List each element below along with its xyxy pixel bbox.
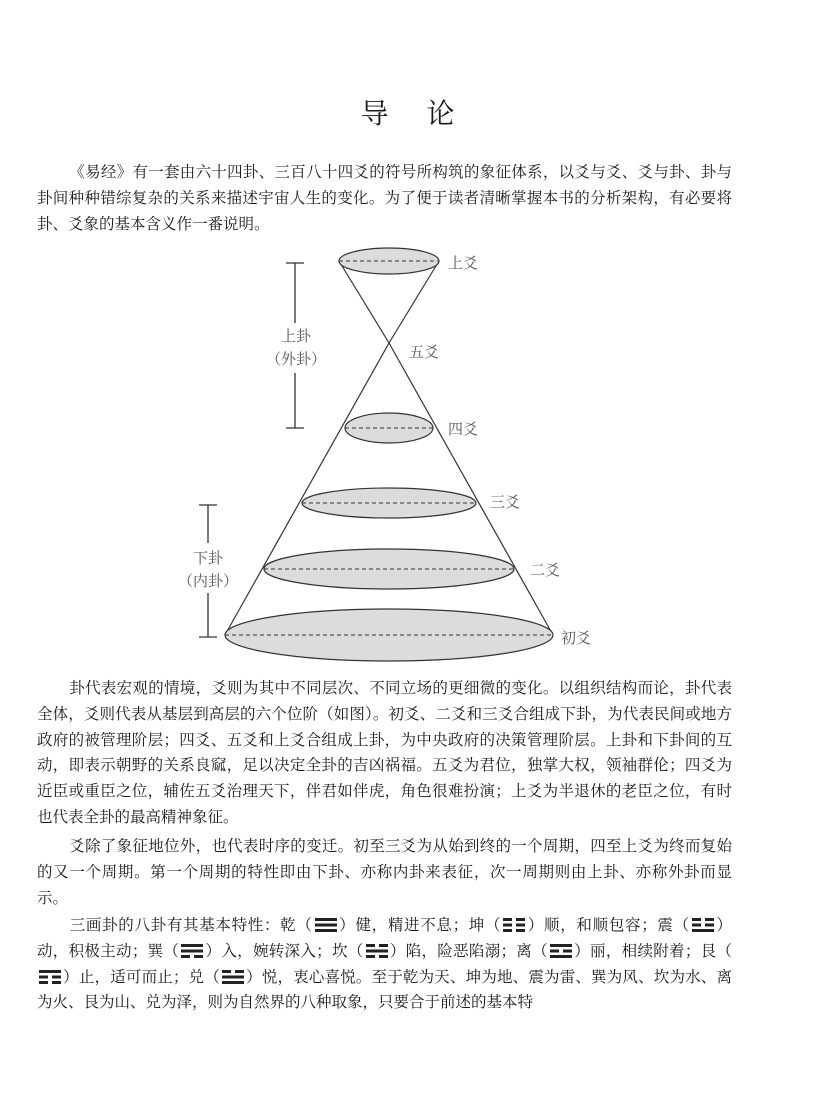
time-paragraph: [37, 834, 732, 911]
trigram-text-3: ）顺，和顺包容；震（: [527, 916, 690, 934]
line-label-third: 三爻: [490, 493, 521, 511]
line-label-second: 二爻: [530, 561, 561, 579]
trigram-text-7: ）丽，相续附着；艮（: [573, 941, 732, 960]
structure-paragraph: [37, 676, 732, 831]
upper-trigram-label: 上卦: [280, 327, 312, 345]
title-char-1: 导: [360, 97, 389, 130]
trigram-text-5: ）入，婉转深入；坎（: [205, 941, 364, 960]
outer-trigram-label: （外卦）: [265, 350, 327, 368]
trigram-paragraph: [37, 913, 732, 1016]
kan-trigram-icon: [366, 944, 388, 958]
line-label-first: 初爻: [561, 629, 592, 647]
page-title: [0, 92, 815, 132]
disc-fourth: [345, 413, 433, 443]
disc-first: [225, 609, 553, 661]
line-label-fourth: 四爻: [448, 420, 479, 438]
li-trigram-icon: [550, 944, 572, 958]
trigram-text-8: ）止，适可而止；兑（: [63, 967, 220, 986]
qian-trigram-icon: [315, 918, 337, 932]
disc-second: [264, 549, 514, 589]
lower-trigram-label: 下卦: [192, 549, 224, 567]
trigram-text-6: ）陷，险恶陷溺；离（: [389, 941, 548, 960]
disc-top: [339, 248, 439, 274]
trigram-text-1: 三画卦的八卦有其基本特性：乾（: [69, 916, 313, 934]
gen-trigram-icon: [39, 970, 61, 984]
intro-paragraph: [37, 160, 732, 237]
trigram-text-2: ）健，精进不息；坤（: [338, 916, 502, 934]
dui-trigram-icon: [222, 970, 244, 984]
inner-trigram-label: （内卦）: [177, 572, 239, 590]
trigram-text-9: ）悦，衷心喜悦。至于乾为天、坤为地、震为雷、巽为风、坎为水、离为火、艮为山、兑为泽，则为自然界的八种取象，只要合于前述的基本特: [37, 967, 732, 1012]
line-label-top: 上爻: [448, 254, 479, 272]
intro-text: 《易经》有一套由六十四卦、三百八十四爻的符号所构筑的象征体系，以爻与爻、爻与卦、卦与卦间种种错综复杂的关系来描述宇宙人生的变化。为了便于读者清晰掌握本书的分析架构，有必要将卦、爻象的基本含义作一番说明。: [37, 163, 732, 233]
title-char-2: 论: [426, 97, 455, 130]
xun-trigram-icon: [181, 944, 203, 958]
disc-third: [302, 488, 476, 518]
structure-text: 卦代表宏观的情境，爻则为其中不同层次、不同立场的更细微的变化。以组织结构而论，卦代表全体，爻则代表从基层到高层的六个位阶（如图）。初爻、二爻和三爻合组成下卦，为代表民间或地方政府的被管理阶层；四爻、五爻和上爻合组成上卦，为中央政府的决策管理阶层。上卦和下卦间的互动，即表示朝野的关系良窳，足以决定全卦的吉凶祸福。五爻为君位，独掌大权，领袖群伦；四爻为近臣或重臣之位，辅佐五爻治理天下，伴君如伴虎，角色很难扮演；上爻为半退休的老臣之位，有时也代表全卦的最高精神象征。: [37, 679, 732, 826]
line-label-fifth: 五爻: [409, 343, 440, 361]
trigram-text-4: ）动，积极主动；巽（: [37, 916, 732, 960]
time-text: 爻除了象征地位外，也代表时序的变迁。初至三爻为从始到终的一个周期，四至上爻为终而复始的又一个周期。第一个周期的特性即由下卦、亦称内卦来表征，次一周期则由上卦、亦称外卦而显示。: [37, 837, 732, 907]
zhen-trigram-icon: [692, 918, 714, 932]
six-lines-cone-diagram: [177, 245, 597, 665]
kun-trigram-icon: [503, 918, 525, 932]
